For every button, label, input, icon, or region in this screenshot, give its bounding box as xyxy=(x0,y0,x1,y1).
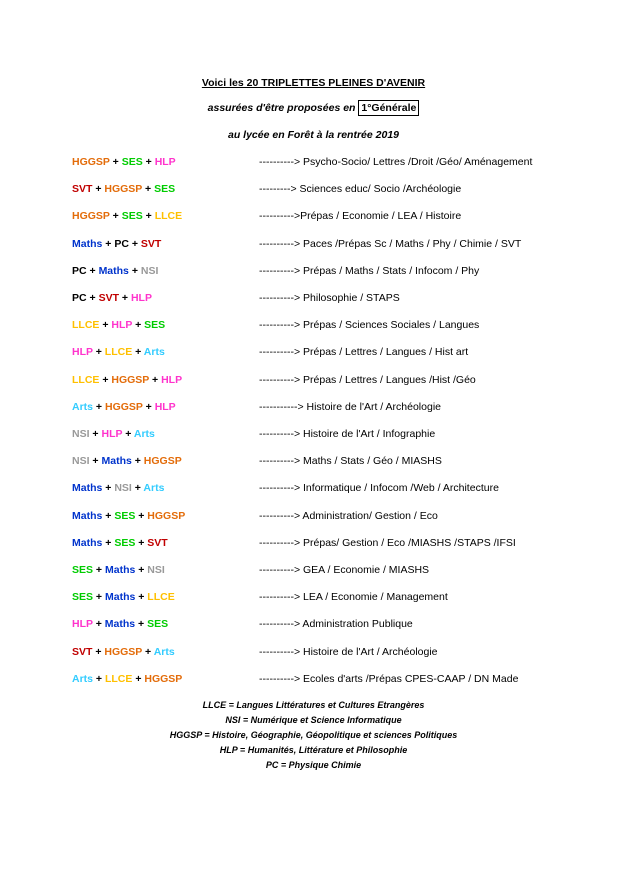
subject-ses: SES xyxy=(72,591,94,604)
subject-pc: PC xyxy=(72,264,87,277)
destination-text: ----------> Administration/ Gestion / Eco xyxy=(259,509,438,522)
plus-sign: + xyxy=(135,618,148,631)
subject-combination xyxy=(72,537,168,549)
subject-combination xyxy=(72,238,161,250)
subject-hggsp: HGGSP xyxy=(72,210,110,223)
subject-hlp: HLP xyxy=(161,373,183,386)
subject-combination xyxy=(72,292,152,304)
subject-hggsp: HGGSP xyxy=(72,156,110,168)
subject-nsi: NSI xyxy=(147,564,165,576)
subject-maths: Maths xyxy=(72,509,103,522)
subject-hlp: HLP xyxy=(130,292,152,304)
destination-text: ----------> Informatique / Infocom /Web / Architecture xyxy=(259,482,499,495)
plus-sign: + xyxy=(89,428,102,440)
plus-sign: + xyxy=(99,319,112,332)
plus-sign: + xyxy=(92,183,105,196)
destination-text: ----------> Prépas/ Gestion / Eco /MIASHS /STAPS /IFSI xyxy=(259,536,516,549)
triplet-row xyxy=(0,428,627,442)
plus-sign: + xyxy=(128,237,141,250)
legend-item: NSI = Numérique et Science Informatique xyxy=(225,715,402,725)
triplet-row xyxy=(0,510,627,524)
subject-hggsp: HGGSP xyxy=(104,645,143,658)
triplet-row xyxy=(0,319,627,333)
destination-text: ----------> Prépas / Sciences Sociales / Langues xyxy=(259,319,480,332)
subject-maths: Maths xyxy=(104,564,136,576)
subject-maths: Maths xyxy=(72,237,103,250)
plus-sign: + xyxy=(135,591,148,604)
subject-hlp: HLP xyxy=(154,156,176,168)
plus-sign: + xyxy=(92,645,105,658)
subject-svt: SVT xyxy=(72,183,93,196)
plus-sign: + xyxy=(132,672,145,685)
destination-text: ----------> Histoire de l'Art / Infographie xyxy=(259,428,436,440)
plus-sign: + xyxy=(93,564,105,576)
plus-sign: + xyxy=(132,319,145,332)
subject-combination xyxy=(72,428,155,440)
legend-item: LLCE = Langues Littératures et Cultures Etrangères xyxy=(202,700,425,710)
plus-sign: + xyxy=(149,373,162,386)
subject-ses: SES xyxy=(144,319,166,332)
subject-combination xyxy=(72,401,176,413)
plus-sign: + xyxy=(93,672,105,685)
subject-combination xyxy=(72,618,168,630)
subject-combination xyxy=(72,455,182,467)
plus-sign: + xyxy=(122,428,134,440)
subject-maths: Maths xyxy=(72,482,103,495)
subject-combination xyxy=(72,265,158,277)
subject-arts: Arts xyxy=(143,346,165,359)
plus-sign: + xyxy=(109,156,122,168)
subject-nsi: NSI xyxy=(114,482,132,495)
triplet-row xyxy=(0,482,627,496)
subject-hlp: HLP xyxy=(154,400,176,413)
page-title: Voici les 20 TRIPLETTES PLEINES D'AVENIR xyxy=(201,77,426,89)
triplet-row xyxy=(0,537,627,551)
plus-sign: + xyxy=(102,536,115,549)
subject-hggsp: HGGSP xyxy=(104,183,143,196)
plus-sign: + xyxy=(132,346,144,359)
triplet-row xyxy=(0,183,627,197)
destination-text: ----------> Histoire de l'Art / Archéologie xyxy=(259,645,438,658)
triplet-row xyxy=(0,401,627,415)
subject-ses: SES xyxy=(114,536,136,549)
subject-ses: SES xyxy=(121,210,143,223)
subject-svt: SVT xyxy=(72,645,93,658)
plus-sign: + xyxy=(86,264,99,277)
subject-ses: SES xyxy=(72,564,94,576)
plus-sign: + xyxy=(93,591,105,604)
subject-pc: PC xyxy=(72,292,87,304)
destination-text: ----------> Philosophie / STAPS xyxy=(259,292,400,304)
destination-text: ----------> Administration Publique xyxy=(259,618,413,631)
subject-hggsp: HGGSP xyxy=(143,455,182,468)
subject-hggsp: HGGSP xyxy=(111,373,150,386)
subject-nsi: NSI xyxy=(72,428,90,440)
subject-arts: Arts xyxy=(143,482,165,495)
subject-combination xyxy=(72,564,165,576)
subject-ses: SES xyxy=(121,156,143,168)
plus-sign: + xyxy=(131,455,144,468)
subject-arts: Arts xyxy=(72,400,94,413)
destination-text: -----------> Histoire de l'Art / Archéologie xyxy=(259,400,441,413)
legend-item: HLP = Humanités, Littérature et Philosophie xyxy=(219,745,408,755)
subject-combination xyxy=(72,210,182,222)
subject-svt: SVT xyxy=(98,292,119,304)
plus-sign: + xyxy=(102,237,115,250)
subject-maths: Maths xyxy=(72,536,103,549)
subject-ses: SES xyxy=(147,618,169,631)
plus-sign: + xyxy=(142,210,155,223)
subject-hggsp: HGGSP xyxy=(104,400,143,413)
triplet-row xyxy=(0,265,627,279)
subject-hlp: HLP xyxy=(72,618,93,631)
plus-sign: + xyxy=(93,400,105,413)
destination-text: ----------> GEA / Economie / MIASHS xyxy=(259,564,430,576)
triplet-row xyxy=(0,455,627,469)
plus-sign: + xyxy=(142,400,155,413)
subtitle-line xyxy=(0,102,627,114)
destination-text: ----------> LEA / Economie / Management xyxy=(259,591,448,604)
subject-llce: LLCE xyxy=(72,373,100,386)
subject-arts: Arts xyxy=(153,645,175,658)
plus-sign: + xyxy=(128,264,141,277)
subject-combination xyxy=(72,591,175,603)
subtitle-text: assurées d'être proposées en xyxy=(207,102,359,114)
destination-text: ----------> Psycho-Socio/ Lettres /Droit /Géo/ Aménagement xyxy=(259,156,533,168)
subject-nsi: NSI xyxy=(72,455,90,468)
subject-ses: SES xyxy=(114,509,136,522)
subject-svt: SVT xyxy=(140,237,162,250)
triplet-row xyxy=(0,673,627,687)
destination-text: ----------> Ecoles d'arts /Prépas CPES-CAAP / DN Made xyxy=(259,672,519,685)
plus-sign: + xyxy=(109,210,122,223)
location-line: au lycée en Forêt à la rentrée 2019 xyxy=(227,129,399,141)
triplet-row xyxy=(0,156,627,170)
legend-item: PC = Physique Chimie xyxy=(265,760,362,770)
subject-maths: Maths xyxy=(104,618,136,631)
subject-combination xyxy=(72,183,175,195)
plus-sign: + xyxy=(99,373,112,386)
subject-combination xyxy=(72,673,182,685)
subject-hggsp: HGGSP xyxy=(147,509,186,522)
subject-maths: Maths xyxy=(98,264,129,277)
triplet-row xyxy=(0,346,627,360)
destination-text: ----------> Prépas / Lettres / Langues / Hist art xyxy=(259,346,469,359)
triplet-row xyxy=(0,564,627,578)
destination-text: ----------> Prépas / Maths / Stats / Infocom / Phy xyxy=(259,264,480,277)
subject-combination xyxy=(72,646,175,658)
subject-arts: Arts xyxy=(72,672,94,685)
triplet-row xyxy=(0,238,627,252)
subject-svt: SVT xyxy=(147,536,168,549)
triplet-row xyxy=(0,618,627,632)
subject-hlp: HLP xyxy=(101,428,123,440)
subject-combination xyxy=(72,510,185,522)
subject-llce: LLCE xyxy=(104,672,133,685)
subject-llce: LLCE xyxy=(154,210,183,223)
plus-sign: + xyxy=(142,183,155,196)
plus-sign: + xyxy=(86,292,99,304)
subject-hggsp: HGGSP xyxy=(144,672,183,685)
destination-text: ---------> Sciences educ/ Socio /Archéologie xyxy=(259,183,462,196)
subject-hlp: HLP xyxy=(111,319,133,332)
plus-sign: + xyxy=(135,564,148,576)
destination-text: ----------> Prépas / Lettres / Langues /Hist /Géo xyxy=(259,373,476,386)
destination-text: ---------->Prépas / Economie / LEA / Histoire xyxy=(259,210,462,223)
triplet-row xyxy=(0,591,627,605)
plus-sign: + xyxy=(92,346,105,359)
subject-maths: Maths xyxy=(104,591,136,604)
subject-arts: Arts xyxy=(133,428,155,440)
legend-item: HGGSP = Histoire, Géographie, Géopolitique et sciences Politiques xyxy=(169,730,458,740)
triplet-row xyxy=(0,210,627,224)
subject-nsi: NSI xyxy=(140,264,159,277)
plus-sign: + xyxy=(135,509,148,522)
destination-text: ----------> Maths / Stats / Géo / MIASHS xyxy=(259,455,442,468)
plus-sign: + xyxy=(142,645,154,658)
triplet-row xyxy=(0,646,627,660)
triplet-row xyxy=(0,374,627,388)
subject-llce: LLCE xyxy=(147,591,175,604)
plus-sign: + xyxy=(89,455,102,468)
subject-combination xyxy=(72,374,182,386)
subject-combination xyxy=(72,346,165,358)
plus-sign: + xyxy=(142,156,155,168)
destination-text: ----------> Paces /Prépas Sc / Maths / Phy / Chimie / SVT xyxy=(259,237,522,250)
subject-combination xyxy=(72,156,176,168)
subject-combination xyxy=(72,319,165,331)
plus-sign: + xyxy=(135,536,148,549)
subject-hlp: HLP xyxy=(72,346,93,359)
boxed-level: 1°Générale xyxy=(358,100,419,116)
plus-sign: + xyxy=(102,509,115,522)
subject-pc: PC xyxy=(114,237,129,250)
triplet-row xyxy=(0,292,627,306)
plus-sign: + xyxy=(92,618,105,631)
plus-sign: + xyxy=(102,482,115,495)
plus-sign: + xyxy=(118,292,131,304)
subject-combination xyxy=(72,482,164,494)
subject-llce: LLCE xyxy=(104,346,133,359)
subject-maths: Maths xyxy=(101,455,132,468)
subject-llce: LLCE xyxy=(72,319,100,332)
subject-ses: SES xyxy=(154,183,176,196)
legend xyxy=(0,698,627,773)
plus-sign: + xyxy=(131,482,144,495)
